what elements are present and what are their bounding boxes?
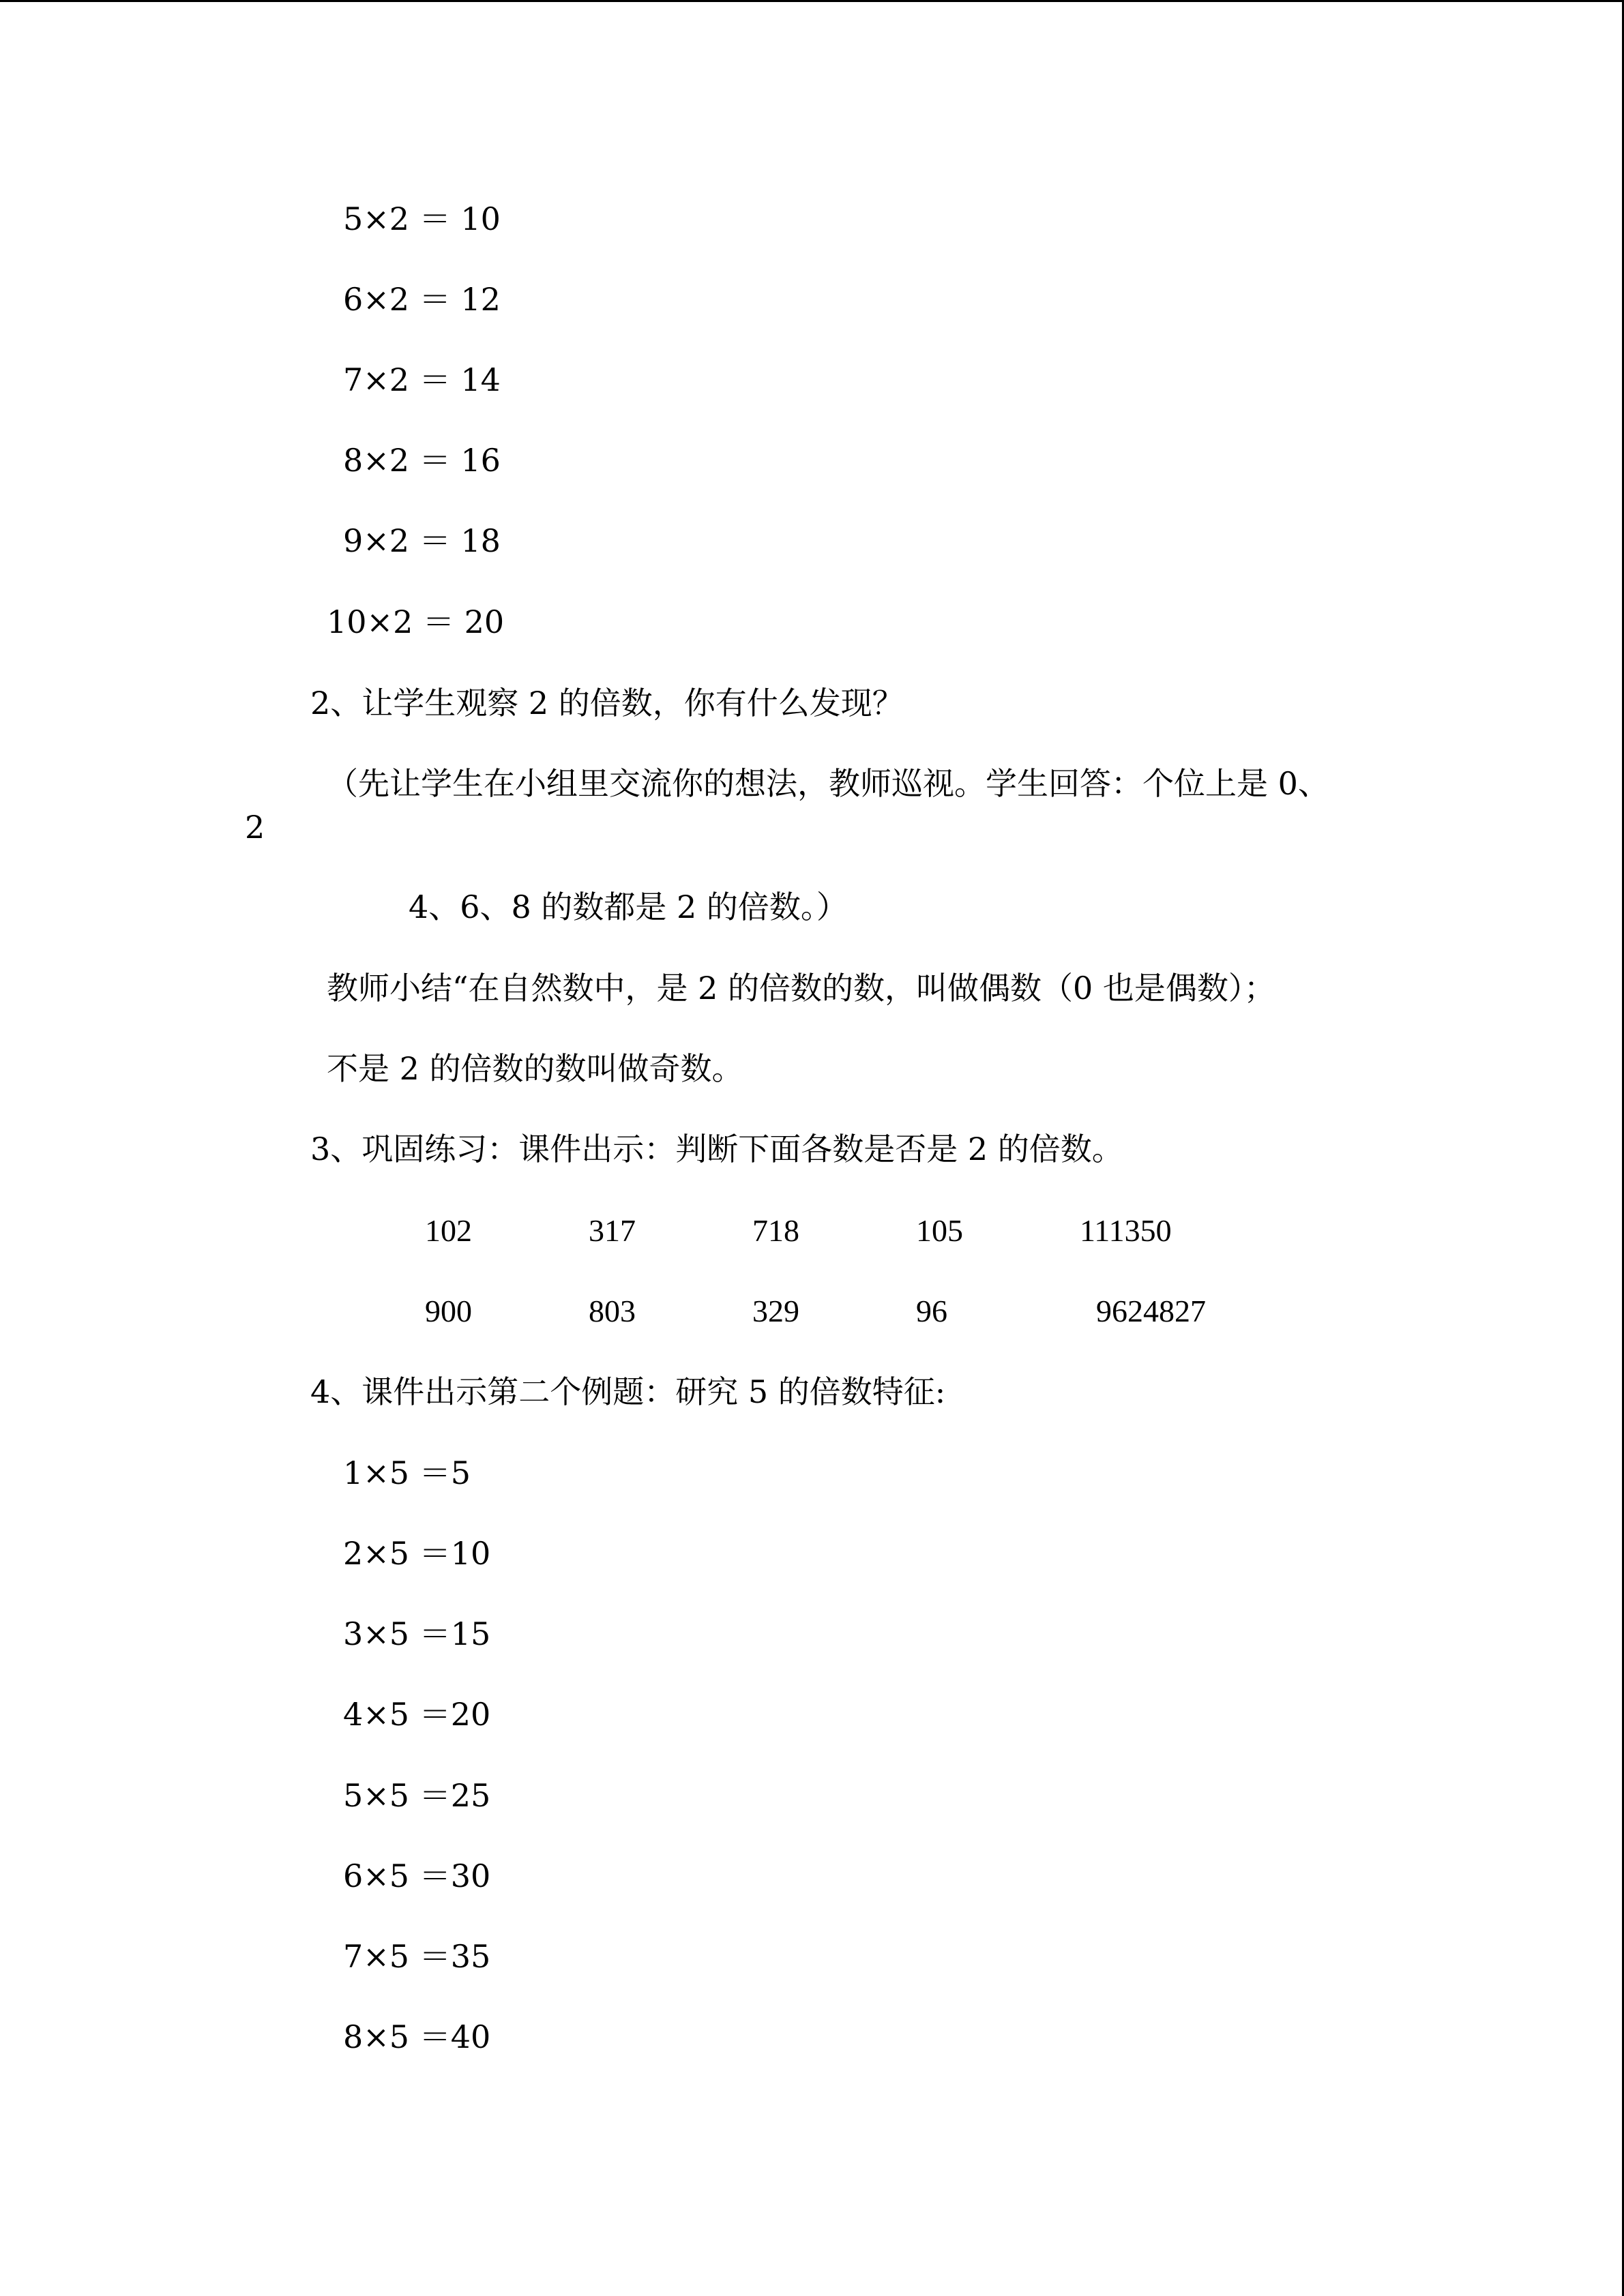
exercise-number: 803 [589, 1294, 636, 1328]
item2-note-line1: （先让学生在小组里交流你的想法，教师巡视。学生回答：个位上是 0、 [327, 765, 1329, 802]
equation-6x5: 6×5 ＝30 [343, 1858, 491, 1894]
equation-5x2: 5×2 ＝ 10 [343, 200, 501, 237]
item4-title: 4、课件出示第二个例题：研究 5 的倍数特征: [310, 1373, 946, 1410]
exercise-number: 329 [752, 1294, 799, 1328]
equation-8x5: 8×5 ＝40 [343, 2018, 491, 2055]
exercise-number: 900 [425, 1294, 472, 1328]
equation-7x2: 7×2 ＝ 14 [343, 361, 501, 398]
exercise-number: 718 [752, 1213, 799, 1248]
equation-6x2: 6×2 ＝ 12 [343, 281, 501, 318]
exercise-number: 105 [916, 1213, 963, 1248]
exercise-number: 9624827 [1096, 1294, 1206, 1328]
equation-1x5: 1×5 ＝5 [343, 1455, 471, 1491]
item2-note-line2: 4、6、8 的数都是 2 的倍数。） [409, 889, 848, 925]
equation-7x5: 7×5 ＝35 [343, 1938, 491, 1975]
exercise-number: 111350 [1080, 1213, 1172, 1248]
equation-4x5: 4×5 ＝20 [343, 1696, 491, 1733]
equation-2x5: 2×5 ＝10 [343, 1535, 491, 1572]
equation-9x2: 9×2 ＝ 18 [343, 522, 501, 559]
item3-title: 3、巩固练习：课件出示：判断下面各数是否是 2 的倍数。 [310, 1131, 1123, 1167]
equation-3x5: 3×5 ＝15 [343, 1615, 491, 1652]
exercise-number: 317 [589, 1213, 636, 1248]
exercise-number: 96 [916, 1294, 947, 1328]
item2-note-wrap: 2 [245, 809, 265, 846]
item2-question: 2、让学生观察 2 的倍数，你有什么发现？ [310, 685, 904, 721]
equation-10x2: 10×2 ＝ 20 [327, 603, 505, 640]
equation-5x5: 5×5 ＝25 [343, 1777, 491, 1814]
item2-summary-line1: 教师小结“在自然数中，是 2 的倍数的数，叫做偶数（0 也是偶数）； [327, 970, 1275, 1007]
exercise-number: 102 [425, 1213, 472, 1248]
equation-8x2: 8×2 ＝ 16 [343, 442, 501, 479]
page-border-top [0, 0, 1624, 2]
item2-summary-line2: 不是 2 的倍数的数叫做奇数。 [327, 1050, 743, 1087]
